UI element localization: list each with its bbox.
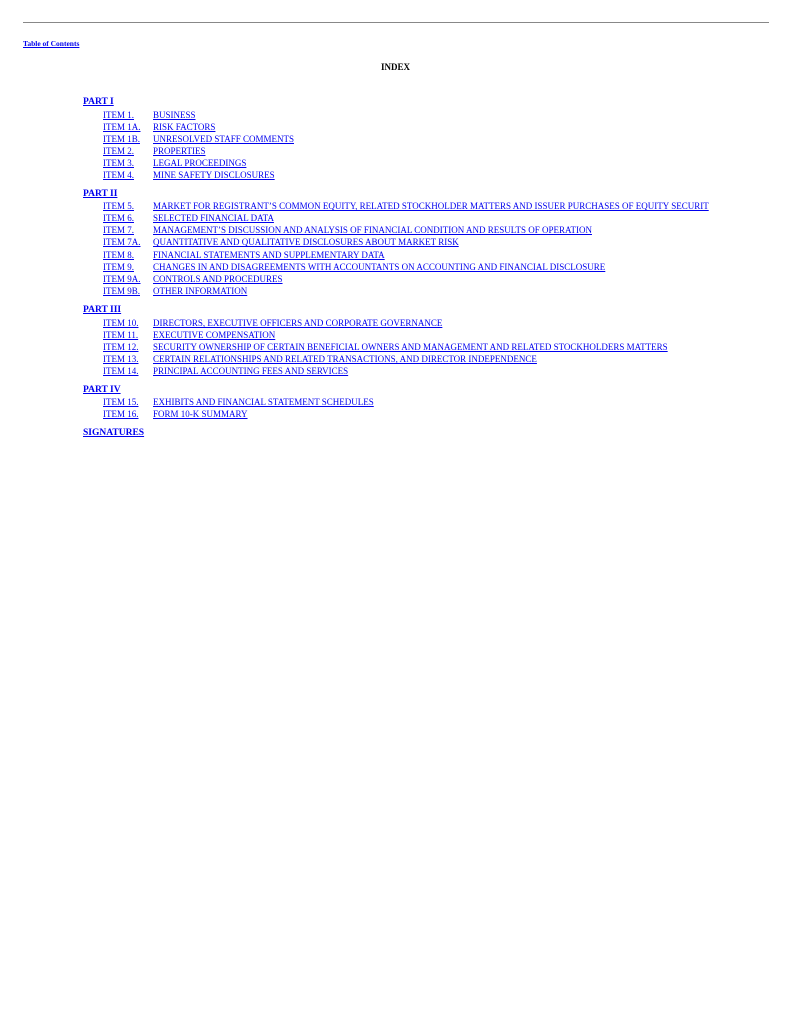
item-number-link[interactable]: ITEM 5. (103, 201, 134, 211)
item-title-link[interactable]: SECURITY OWNERSHIP OF CERTAIN BENEFICIAL OWNERS AND MANAGEMENT AND RELATED STOCKHOLDERS MATTERS (153, 342, 668, 352)
item-title-link[interactable]: CHANGES IN AND DISAGREEMENTS WITH ACCOUNTANTS ON ACCOUNTING AND FINANCIAL DISCLOSURE (153, 262, 606, 272)
item-title-link[interactable]: OTHER INFORMATION (153, 286, 248, 296)
item-title-link[interactable]: EXHIBITS AND FINANCIAL STATEMENT SCHEDULES (153, 397, 374, 407)
item-number-link[interactable]: ITEM 9A. (103, 274, 141, 284)
item-title-link[interactable]: CERTAIN RELATIONSHIPS AND RELATED TRANSACTIONS, AND DIRECTOR INDEPENDENCE (153, 354, 537, 364)
item-title-link[interactable]: EXECUTIVE COMPENSATION (153, 330, 276, 340)
item-title-link[interactable]: DIRECTORS, EXECUTIVE OFFICERS AND CORPORATE GOVERNANCE (153, 318, 443, 328)
item-title-link[interactable]: BUSINESS (153, 110, 196, 120)
part-1-link[interactable]: PART I (83, 97, 114, 107)
item-title-link[interactable]: QUANTITATIVE AND QUALITATIVE DISCLOSURES ABOUT MARKET RISK (153, 237, 459, 247)
item-title-link[interactable]: FINANCIAL STATEMENTS AND SUPPLEMENTARY DATA (153, 250, 385, 260)
item-number-link[interactable]: ITEM 6. (103, 213, 134, 223)
item-number-link[interactable]: ITEM 1A. (103, 122, 141, 132)
header-rule (23, 22, 769, 23)
item-number-link[interactable]: ITEM 12. (103, 342, 139, 352)
item-number-link[interactable]: ITEM 15. (103, 397, 139, 407)
item-title-link[interactable]: MANAGEMENT’S DISCUSSION AND ANALYSIS OF FINANCIAL CONDITION AND RESULTS OF OPERATION (153, 225, 592, 235)
item-title-link[interactable]: RISK FACTORS (153, 122, 216, 132)
item-number-link[interactable]: ITEM 9. (103, 262, 134, 272)
item-title-link[interactable]: MINE SAFETY DISCLOSURES (153, 170, 275, 180)
item-title-link[interactable]: LEGAL PROCEEDINGS (153, 158, 247, 168)
table-of-contents-link[interactable]: Table of Contents (23, 39, 80, 48)
item-number-link[interactable]: ITEM 16. (103, 409, 139, 419)
part-2-link[interactable]: PART II (83, 189, 118, 199)
item-title-link[interactable]: PROPERTIES (153, 146, 206, 156)
item-number-link[interactable]: ITEM 1. (103, 110, 134, 120)
part-3-link[interactable]: PART III (83, 305, 122, 315)
item-number-link[interactable]: ITEM 7A. (103, 237, 141, 247)
item-number-link[interactable]: ITEM 10. (103, 318, 139, 328)
item-number-link[interactable]: ITEM 14. (103, 366, 139, 376)
item-title-link[interactable]: SELECTED FINANCIAL DATA (153, 213, 274, 223)
item-title-link[interactable]: PRINCIPAL ACCOUNTING FEES AND SERVICES (153, 366, 349, 376)
page-title: INDEX (380, 62, 410, 72)
item-number-link[interactable]: ITEM 4. (103, 170, 134, 180)
item-title-link[interactable]: CONTROLS AND PROCEDURES (153, 274, 283, 284)
part-4-link[interactable]: PART IV (83, 385, 121, 395)
toc-row (103, 201, 769, 213)
item-number-link[interactable]: ITEM 8. (103, 250, 134, 260)
item-title-link[interactable]: UNRESOLVED STAFF COMMENTS (153, 134, 294, 144)
item-number-link[interactable]: ITEM 7. (103, 225, 134, 235)
item-number-link[interactable]: ITEM 11. (103, 330, 139, 340)
item-number-link[interactable]: ITEM 13. (103, 354, 139, 364)
item-number-link[interactable]: ITEM 3. (103, 158, 134, 168)
item-number-link[interactable]: ITEM 9B. (103, 286, 140, 296)
item-number-link[interactable]: ITEM 2. (103, 146, 134, 156)
item-title-link[interactable]: FORM 10-K SUMMARY (153, 409, 248, 419)
item-title-link[interactable]: MARKET FOR REGISTRANT’S COMMON EQUITY, RELATED STOCKHOLDER MATTERS AND ISSUER PURCHASES OF EQUITY SECURIT (153, 201, 709, 211)
item-number-link[interactable]: ITEM 1B. (103, 134, 140, 144)
signatures-link[interactable]: SIGNATURES (83, 428, 145, 438)
